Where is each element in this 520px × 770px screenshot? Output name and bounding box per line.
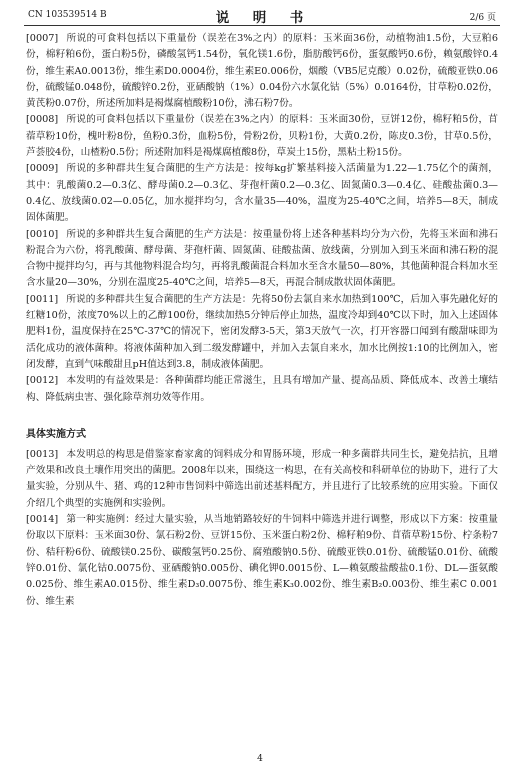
paragraph-number: [0014] bbox=[26, 514, 59, 526]
paragraph bbox=[26, 447, 498, 512]
page-header bbox=[28, 5, 496, 25]
document-title: 说 明 书 bbox=[215, 10, 309, 26]
patent-number: CN 103539514 B bbox=[28, 10, 107, 20]
paragraph bbox=[26, 161, 498, 226]
paragraph-text: 所说的多种群共生复合菌肥的生产方法是：按重量份将上述各种基料均分为六份，先将玉米面和沸石粉混合为六份，将乳酸菌、酵母菌、芽孢杆菌、固氮菌、硅酸盐菌、放线菌，分别加入到玉米面和沸石粉的混合物中搅拌均匀，再与其他物料混合均匀，再将乳酸菌混合料加水至含水量50—80%，其他菌种混合料加水至含水量20—30%，分别在温度25-40℃之间，培养5—8天，再混合制成散状固体菌肥。 bbox=[26, 228, 498, 289]
header-rule bbox=[24, 25, 500, 26]
paragraph bbox=[26, 373, 498, 406]
paragraph bbox=[26, 112, 498, 161]
page-body bbox=[26, 31, 498, 610]
paragraph-text: 所说的可食料包括以下重量份（误差在3%之内）的原料：玉米面36份，动植物油1.5份，大豆粕6份，棉籽粕6份，蛋白粉5份，磷酸氢钙1.54份，氧化镁1.6份，脂肪酸钙6份，蛋氨酸钙0.6份，赖氨酸锌0.4份，维生素A0.0013份，维生素D0.0004份，维生素E0.006份，烟酸（VB5尼克酸）0.02份，硫酸亚铁0.06份，硫酸锰0.048份，硫酸锌0.2份，亚硒酸钠（1%）0.04份六水氯化钴（5%）0.0164份，甘草粉0.02份，黄芪粉0.07份，所述所加料是褐煤腐植酸粉10份，沸石粉7份。 bbox=[26, 33, 498, 110]
paragraph-text: 所说的多种群共生复合菌肥的生产方法是：按每kg扩繁基料接入活菌量为1.22—1.75亿个的菌剂，其中：乳酸菌0.2—0.3亿、酵母菌0.2—0.3亿、芽孢杆菌0.2—0.3亿、固氮菌0.3—0.4亿、硅酸盐菌0.3—0.4亿、放线菌0.02—0.05亿，加水搅拌均匀，含水量35—40%，温度为25-40℃之间，培养5—8天，制成固体菌肥。 bbox=[26, 163, 498, 224]
paragraph bbox=[26, 31, 498, 112]
paragraph-number: [0013] bbox=[26, 448, 59, 460]
paragraph-number: [0009] bbox=[26, 163, 59, 175]
paragraph-text: 所说的可食料包括以下重量份（误差在3%之内）的原料：玉米面30份，豆饼12份，棉籽粕5份，苜蓿草粉10份，槐叶粉8份，鱼粉0.3份，血粉5份，骨粉2份，贝粉1份，大黄0.2份，陈皮0.3份，甘草0.5份，芦荟胶4份，山楂粉0.5份；所述附加料是褐煤腐植酸8份，草炭土15份，黑粘土粉15份。 bbox=[26, 114, 498, 159]
paragraph-number: [0008] bbox=[26, 114, 59, 126]
paragraph-number: [0012] bbox=[26, 375, 59, 387]
paragraph-number: [0010] bbox=[26, 228, 59, 240]
page-number: 4 bbox=[257, 754, 263, 764]
paragraph-text: 第一种实施例：经过大量实验，从当地销路较好的牛饲料中筛选并进行调整，形成以下方案：按重量份取以下原料：玉米面30份、氯石粉2份、豆饼15份、玉米蛋白粉2份、棉籽粕9份、苜蓿草粉15份、柠条粉7份、秸秆粉6份、硫酸镁0.25份、碳酸氢钙0.25份、腐殖酸钠0.5份、硫酸亚铁0.01份、硫酸锰0.01份、硫酸锌0.01份、氯化钴0.0075份、亚硒酸钠0.005份、碘化钾0.0015份、L—赖氨酸盐酸盐0.1份、DL—蛋氨酸0.025份、维生素A0.015份、维生素D₃0.0075份、维生素K₃0.002份、维生素B₂0.003份、维生素C 0.001份、维生素 bbox=[26, 514, 498, 607]
paragraph bbox=[26, 227, 498, 292]
section-title: 具体实施方式 bbox=[26, 428, 86, 440]
paragraph-text: 所说的多种群共生复合菌肥的生产方法是：先将50份去氯自来水加热到100℃，后加入事先融化好的红糖10份，浓度70%以上的乙醇100份，继续加热5分钟后停止加热，温度冷却到40℃以下时，加入上述固体肥料1份，温度保持在25℃-37℃的情况下，密闭发酵3-5天，第3天放气一次，打开容器口闻到有酸甜味即为活化成功的液体菌种。将液体菌种加入到二级发酵罐中，并加入去氯自来水，加水比例按1:10的比例加入，密闭发酵，直到气味酸甜且pH值达到3.8，制成液体菌肥。 bbox=[26, 293, 498, 370]
paragraph-text: 本发明的有益效果是：各种菌群均能正常滋生，且具有增加产量、提高品质、降低成本、改善土壤结构、降低病虫害、强化除草剂功效等作用。 bbox=[26, 375, 498, 403]
paragraph-group-a bbox=[26, 31, 498, 406]
paragraph-text: 本发明总的构思是借鉴家畜家禽的饲料成分和胃肠环境，形成一种多菌群共同生长，避免拮抗，且增产效果和改良土壤作用突出的菌肥。2008年以来，围绕这一构思，在有关高校和科研单位的协助下，进行了大量实验，分别从牛、猪、鸡的12种市售饲料中筛选出前述基料配方，并且进行了比较系统的应用实验。下面仅介绍几个典型的实施例和实验例。 bbox=[26, 448, 498, 509]
paragraph-number: [0007] bbox=[26, 33, 59, 44]
paragraph-number: [0011] bbox=[26, 293, 59, 305]
paragraph bbox=[26, 292, 498, 373]
paragraph-group-b bbox=[26, 447, 498, 610]
paragraph bbox=[26, 512, 498, 610]
page-indicator: 2/6 页 bbox=[469, 13, 496, 23]
